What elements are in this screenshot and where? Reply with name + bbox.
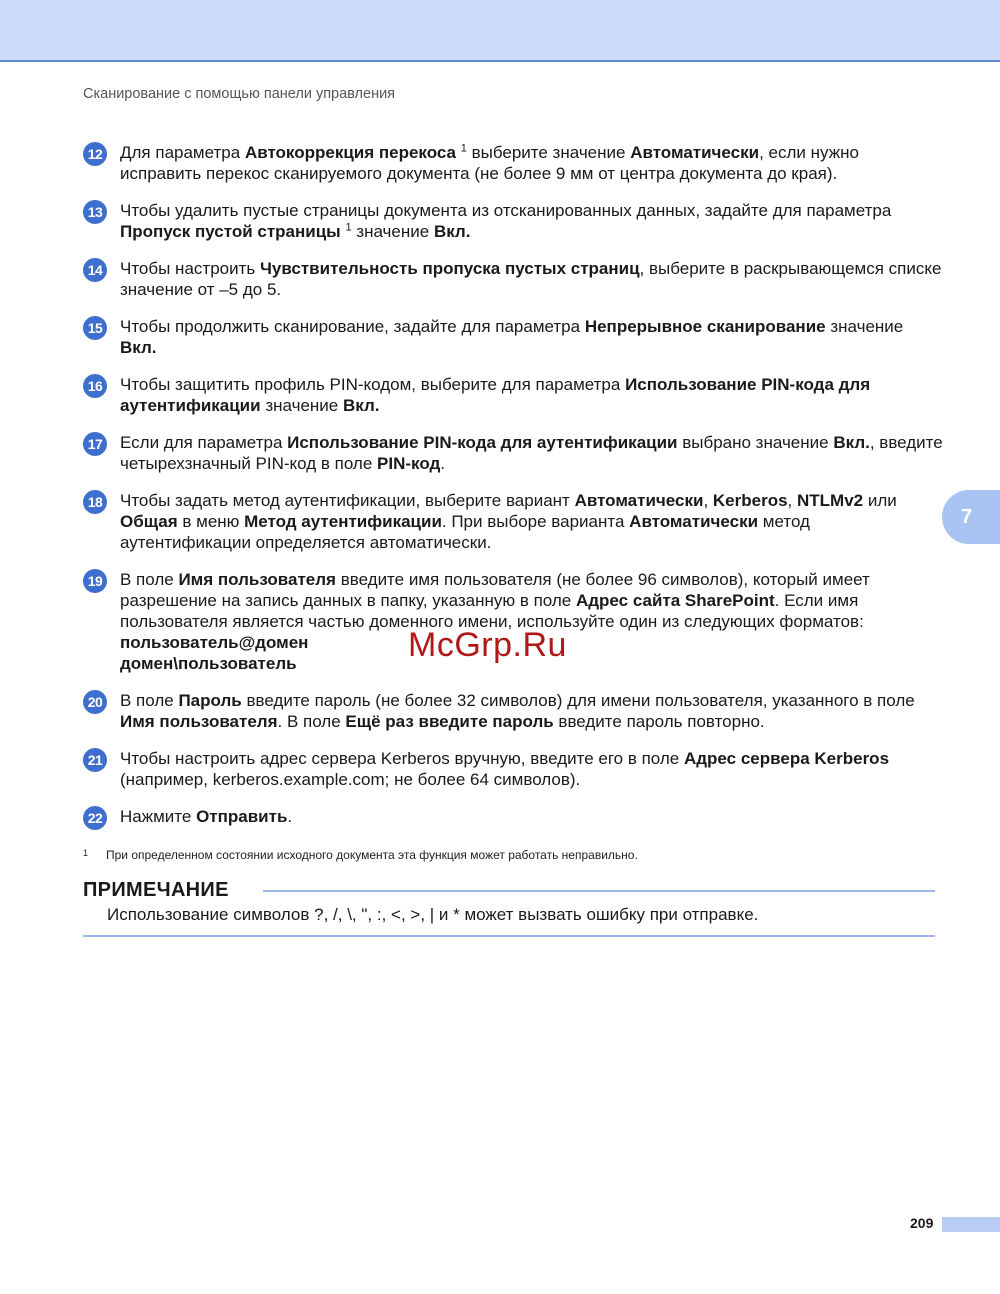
note-title: ПРИМЕЧАНИЕ	[83, 879, 229, 901]
running-header: Сканирование с помощью панели управления	[83, 86, 396, 102]
step-text-run: значение	[260, 396, 343, 415]
step-text-run: Чтобы настроить адрес сервера Kerberos вручную, введите его в поле	[120, 749, 684, 768]
steps-list	[83, 142, 943, 843]
step-text-run: выберите значение	[466, 143, 631, 162]
step-number-badge: 22	[83, 806, 107, 830]
footnote-ref: 1	[345, 221, 352, 234]
step-text-run: значение	[825, 317, 904, 336]
step-text	[120, 806, 943, 827]
step-text-run: метод аутентификации определяется автоматически.	[120, 512, 810, 552]
step-term: Вкл.	[342, 396, 380, 415]
step-number-badge: 12	[83, 142, 107, 166]
step-term: PIN-код	[377, 454, 441, 473]
step-text-run: Чтобы продолжить сканирование, задайте для параметра	[120, 317, 585, 336]
note-top-rule	[263, 890, 935, 892]
footnote-mark: 1	[83, 848, 89, 858]
step-text-run: значение	[351, 222, 434, 241]
step-number-badge: 15	[83, 316, 107, 340]
step-text-run: . Если имя пользователя является частью доменного имени, используйте один из следующих форматов:	[120, 591, 864, 631]
page-number: 209	[910, 1215, 934, 1231]
step-item	[83, 200, 943, 242]
step-text-run: Чтобы удалить пустые страницы документа из отсканированных данных, задайте для параметра	[120, 201, 892, 220]
step-text-run: В поле	[120, 691, 179, 710]
note-text: Использование символов ?, /, \, ", :, <, >, | и * может вызвать ошибку при отправке.	[107, 905, 759, 924]
step-term: Адрес сайта SharePoint	[575, 591, 775, 610]
step-term: Использование PIN-кода для аутентификации	[120, 375, 871, 415]
step-text-run: введите имя пользователя (не более 96 символов), который имеет разрешение на запись данных в папку, указанную в поле	[120, 570, 870, 610]
step-item	[83, 258, 943, 300]
step-term: Отправить	[196, 807, 288, 826]
step-item	[83, 142, 943, 184]
step-term: Чувствительность пропуска пустых страниц	[259, 259, 640, 278]
step-item	[83, 806, 943, 827]
step-term: Пропуск пустой страницы	[120, 222, 341, 241]
step-text	[120, 748, 943, 790]
note-bottom-rule	[83, 935, 935, 937]
top-header-band	[0, 0, 1000, 62]
step-term: Автокоррекция перекоса	[244, 143, 456, 162]
step-item	[83, 316, 943, 358]
step-text	[120, 490, 943, 553]
footnote-ref: 1	[460, 142, 467, 155]
step-text-run: .	[287, 807, 293, 826]
step-text-run: . В поле	[277, 712, 346, 731]
step-text-run: .	[440, 454, 446, 473]
step-item	[83, 432, 943, 474]
step-text	[120, 374, 943, 416]
step-term: Вкл.	[433, 222, 471, 241]
step-term: Использование PIN-кода для аутентификации	[287, 433, 678, 452]
step-text	[120, 258, 943, 300]
step-number-badge: 16	[83, 374, 107, 398]
footnote	[83, 848, 638, 862]
step-term: Вкл.	[833, 433, 870, 452]
username-format: домен\пользователь	[120, 654, 297, 673]
step-item	[83, 490, 943, 553]
step-number-badge: 20	[83, 690, 107, 714]
step-term: Общая	[120, 512, 178, 531]
step-number-badge: 19	[83, 569, 107, 593]
step-text-run: , выберите в раскрывающемся списке значение от –5 до 5.	[120, 259, 942, 299]
step-term: Непрерывное сканирование	[584, 317, 826, 336]
step-text	[120, 432, 943, 474]
step-text	[120, 690, 943, 732]
step-term: Имя пользователя	[120, 712, 278, 731]
footnote-text: При определенном состоянии исходного документа эта функция может работать неправильно.	[106, 848, 638, 862]
watermark: McGrp.Ru	[408, 626, 567, 664]
step-term: Автоматически	[630, 143, 760, 162]
step-number-badge: 17	[83, 432, 107, 456]
step-text-run: введите пароль (не более 32 символов) для имени пользователя, указанного в поле	[241, 691, 915, 710]
step-text	[120, 142, 943, 184]
step-number-badge: 14	[83, 258, 107, 282]
step-text-run: в меню	[177, 512, 245, 531]
step-text	[120, 200, 943, 242]
step-text-run: ,	[703, 491, 713, 510]
page-number-bar	[942, 1217, 1000, 1232]
step-text-run: введите пароль повторно.	[553, 712, 765, 731]
step-term: NTLMv2	[796, 491, 864, 510]
step-term: Метод аутентификации	[244, 512, 442, 531]
step-item	[83, 690, 943, 732]
step-text	[120, 316, 943, 358]
step-term: Kerberos	[712, 491, 788, 510]
step-text-run: Для параметра	[120, 143, 245, 162]
step-text-run: Нажмите	[120, 807, 197, 826]
step-text-run: В поле	[120, 570, 179, 589]
step-term: Вкл.	[120, 338, 157, 357]
step-text-run: . При выборе варианта	[441, 512, 630, 531]
step-text-run: , если нужно исправить перекос сканируемого документа (не более 9 мм от центра документа до края).	[120, 143, 859, 183]
step-term: Пароль	[178, 691, 242, 710]
step-text-run: Чтобы задать метод аутентификации, выберите вариант	[120, 491, 575, 510]
step-text-run: выбрано значение	[677, 433, 834, 452]
step-number-badge: 21	[83, 748, 107, 772]
step-term: Имя пользователя	[178, 570, 336, 589]
step-text-run: или	[863, 491, 897, 510]
step-term: Адрес сервера Kerberos	[683, 749, 890, 768]
step-text-run: Если для параметра	[120, 433, 288, 452]
step-term: Автоматически	[629, 512, 759, 531]
step-text-run: (например, kerberos.example.com; не более 64 символов).	[120, 770, 581, 789]
step-text-run: Чтобы настроить	[120, 259, 260, 278]
step-term: Автоматически	[574, 491, 704, 510]
step-item	[83, 374, 943, 416]
username-format: пользователь@домен	[120, 633, 309, 652]
step-number-badge: 13	[83, 200, 107, 224]
step-text-run: ,	[787, 491, 797, 510]
step-number-badge: 18	[83, 490, 107, 514]
step-term: Ещё раз введите пароль	[345, 712, 554, 731]
step-item	[83, 748, 943, 790]
step-text-run: Чтобы защитить профиль PIN-кодом, выберите для параметра	[120, 375, 626, 394]
step-text-run: , введите четырехзначный PIN-код в поле	[120, 433, 943, 473]
chapter-tab: 7	[942, 490, 1000, 544]
